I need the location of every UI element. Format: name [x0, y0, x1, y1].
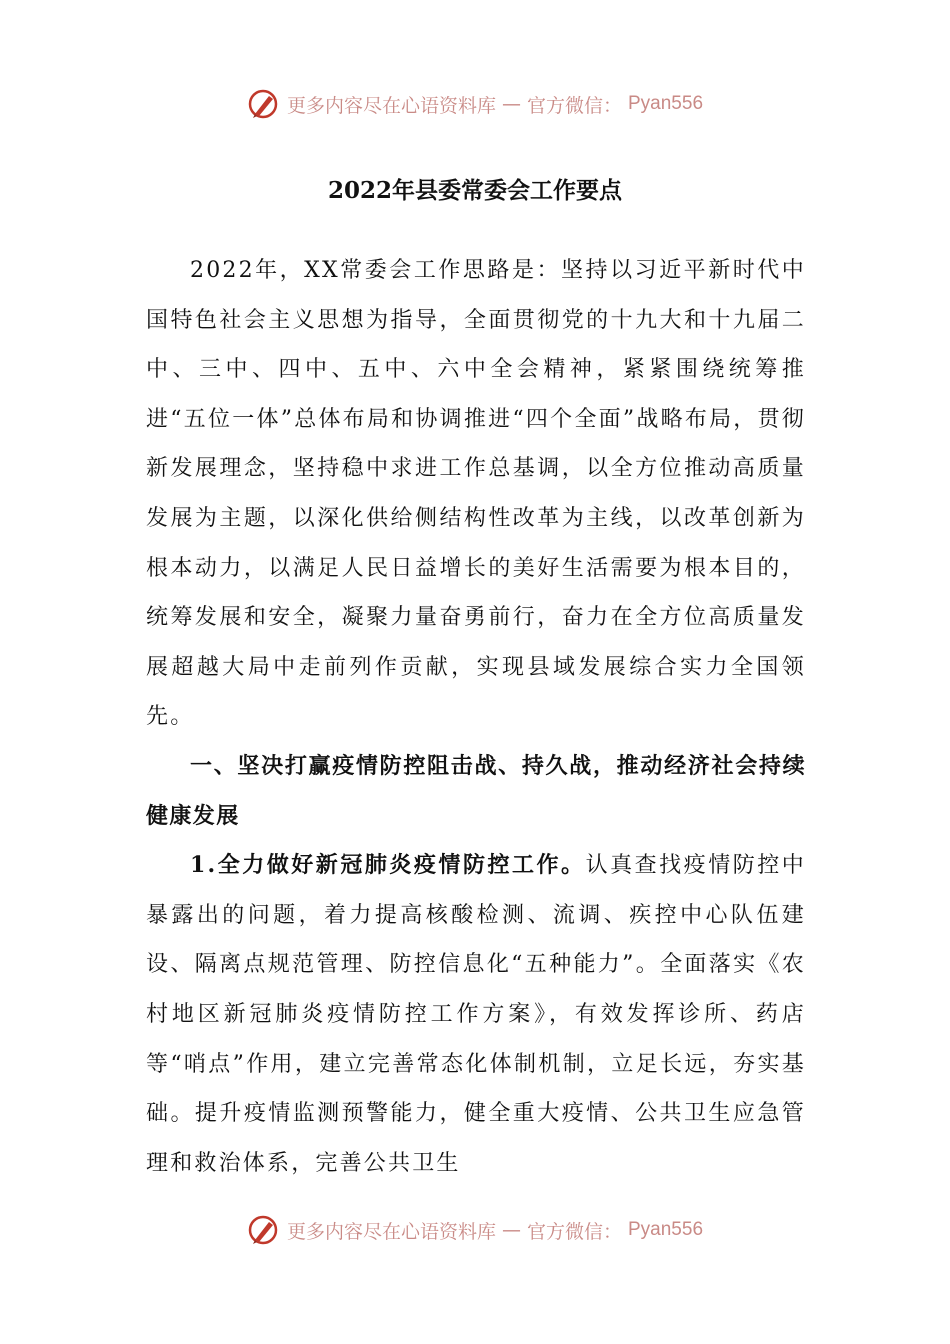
watermark-account: Pyan556: [628, 93, 704, 114]
watermark-label: 官方微信：: [526, 94, 622, 117]
watermark-header: [0, 84, 950, 124]
item-paragraph: [146, 841, 806, 1188]
watermark-text: 更多内容尽在心语资料库: [286, 1220, 496, 1243]
item-body: 认真查找疫情防控中暴露出的问题，着力提高核酸检测、流调、疾控中心队伍建设、隔离点规范管理、防控信息化“五种能力”。全面落实《农村地区新冠肺炎疫情防控工作方案》，有效发挥诊所、药店等“哨点”作用，建立完善常态化体制机制，立足长远，夯实基础。提升疫情监测预警能力，健全重大疫情、公共卫生应急管理和救治体系，完善公共卫生: [146, 853, 806, 1176]
watermark-separator: —: [501, 93, 521, 115]
section-heading: 一、坚决打赢疫情防控阻击战、持久战，推动经济社会持续健康发展: [146, 753, 806, 829]
watermark-label: 官方微信：: [526, 1220, 622, 1243]
pen-logo-icon: [247, 87, 281, 121]
intro-paragraph: 2022年，XX常委会工作思路是：坚持以习近平新时代中国特色社会主义思想为指导，全面贯彻党的十九大和十九届二中、三中、四中、五中、六中全会精神，紧紧围绕统筹推进“五位一体”总体布局和协调推进“四个全面”战略布局，贯彻新发展理念，坚持稳中求进工作总基调，以全方位推动高质量发展为主题，以深化供给侧结构性改革为主线，以改革创新为根本动力，以满足人民日益增长的美好生活需要为根本目的，统筹发展和安全，凝聚力量奋勇前行，奋力在全方位高质量发展超越大局中走前列作贡献，实现县域发展综合实力全国领先。: [146, 258, 806, 730]
watermark-account: Pyan556: [628, 1219, 704, 1240]
document-title: 2022年县委常委会工作要点: [327, 177, 622, 204]
watermark-footer: [0, 1210, 950, 1250]
item-title: 1.全力做好新冠肺炎疫情防控工作。: [190, 852, 586, 879]
document-body: [146, 246, 806, 1188]
watermark-separator: —: [501, 1219, 521, 1241]
watermark-text: 更多内容尽在心语资料库: [286, 94, 496, 117]
pen-logo-icon: [247, 1213, 281, 1247]
